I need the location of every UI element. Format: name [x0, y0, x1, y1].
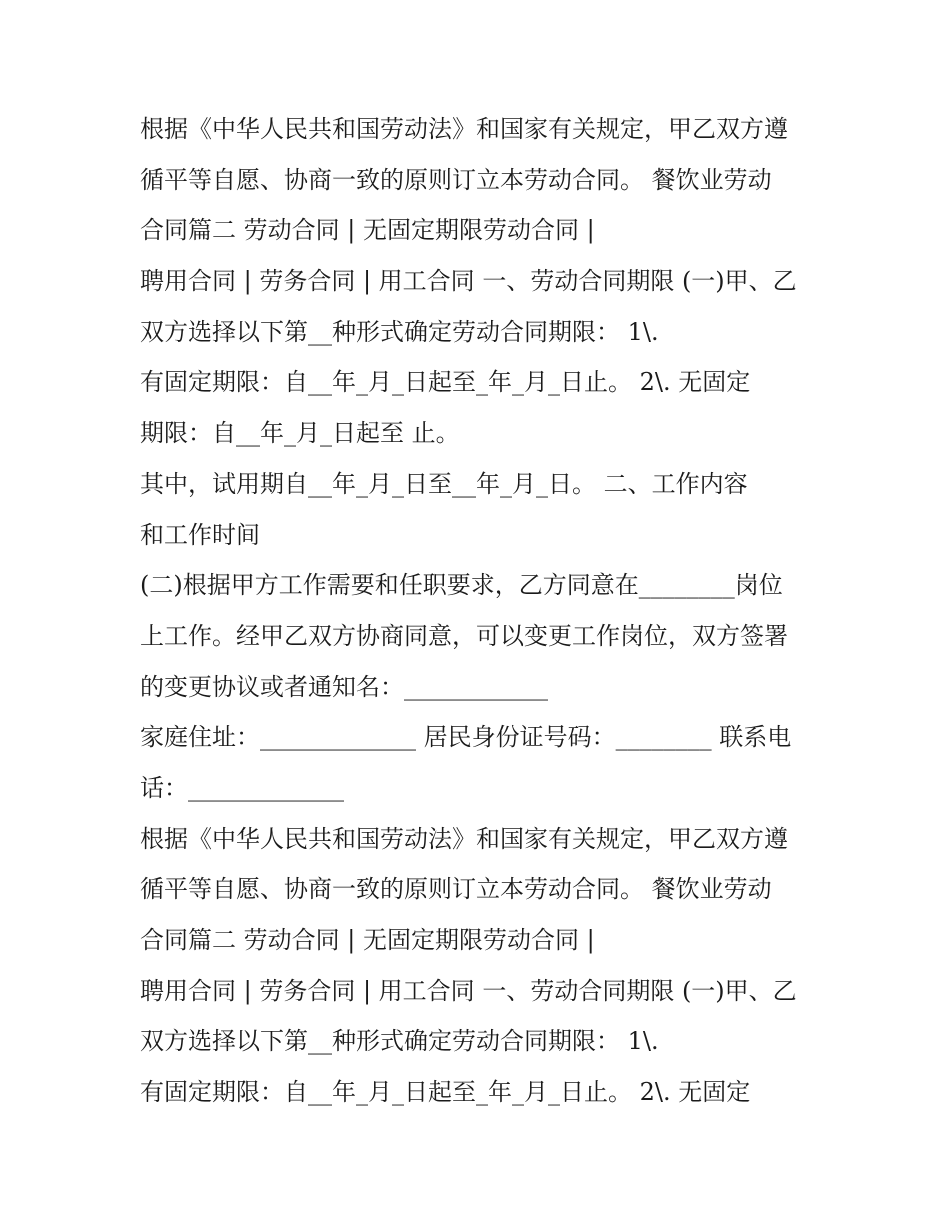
text-line: 有固定期限：自__年_月_日起至_年_月_日止。 2\. 无固定	[140, 368, 751, 397]
text-line: 循平等自愿、协商一致的原则订立本劳动合同。 餐饮业劳动	[140, 165, 772, 194]
text-line: 其中，试用期自__年_月_日至__年_月_日。 二、工作内容	[140, 469, 748, 498]
text-line: (二)根据甲方工作需要和任职要求，乙方同意在________岗位	[140, 571, 783, 600]
text-line: 合同篇二 劳动合同 | 无固定期限劳动合同 |	[140, 926, 595, 954]
text-line: 的变更协议或者通知名：____________	[140, 672, 548, 701]
text-line: 和工作时间	[140, 520, 260, 549]
text-line: 根据《中华人民共和国劳动法》和国家有关规定，甲乙双方遵	[140, 115, 788, 143]
text-line: 上工作。经甲乙双方协商同意，可以变更工作岗位，双方签署	[140, 621, 788, 650]
text-line: 根据《中华人民共和国劳动法》和国家有关规定，甲乙双方遵	[140, 824, 788, 853]
text-line: 期限：自__年_月_日起至 止。	[140, 419, 460, 448]
text-line: 双方选择以下第__种形式确定劳动合同期限： 1\.	[140, 317, 659, 346]
text-line: 话：_____________	[140, 773, 344, 802]
text-line: 聘用合同 | 劳务合同 | 用工合同 一、劳动合同期限 (一)甲、乙	[140, 267, 797, 296]
text-line: 循平等自愿、协商一致的原则订立本劳动合同。 餐饮业劳动	[140, 875, 772, 904]
text-line: 合同篇二 劳动合同 | 无固定期限劳动合同 |	[140, 216, 595, 245]
text-line: 聘用合同 | 劳务合同 | 用工合同 一、劳动合同期限 (一)甲、乙	[140, 976, 797, 1005]
text-line: 家庭住址：_____________ 居民身份证号码：________ 联系电	[140, 723, 792, 752]
text-line: 双方选择以下第__种形式确定劳动合同期限： 1\.	[140, 1027, 659, 1056]
body-text	[140, 104, 830, 1118]
text-line: 有固定期限：自__年_月_日起至_年_月_日止。 2\. 无固定	[140, 1078, 751, 1107]
